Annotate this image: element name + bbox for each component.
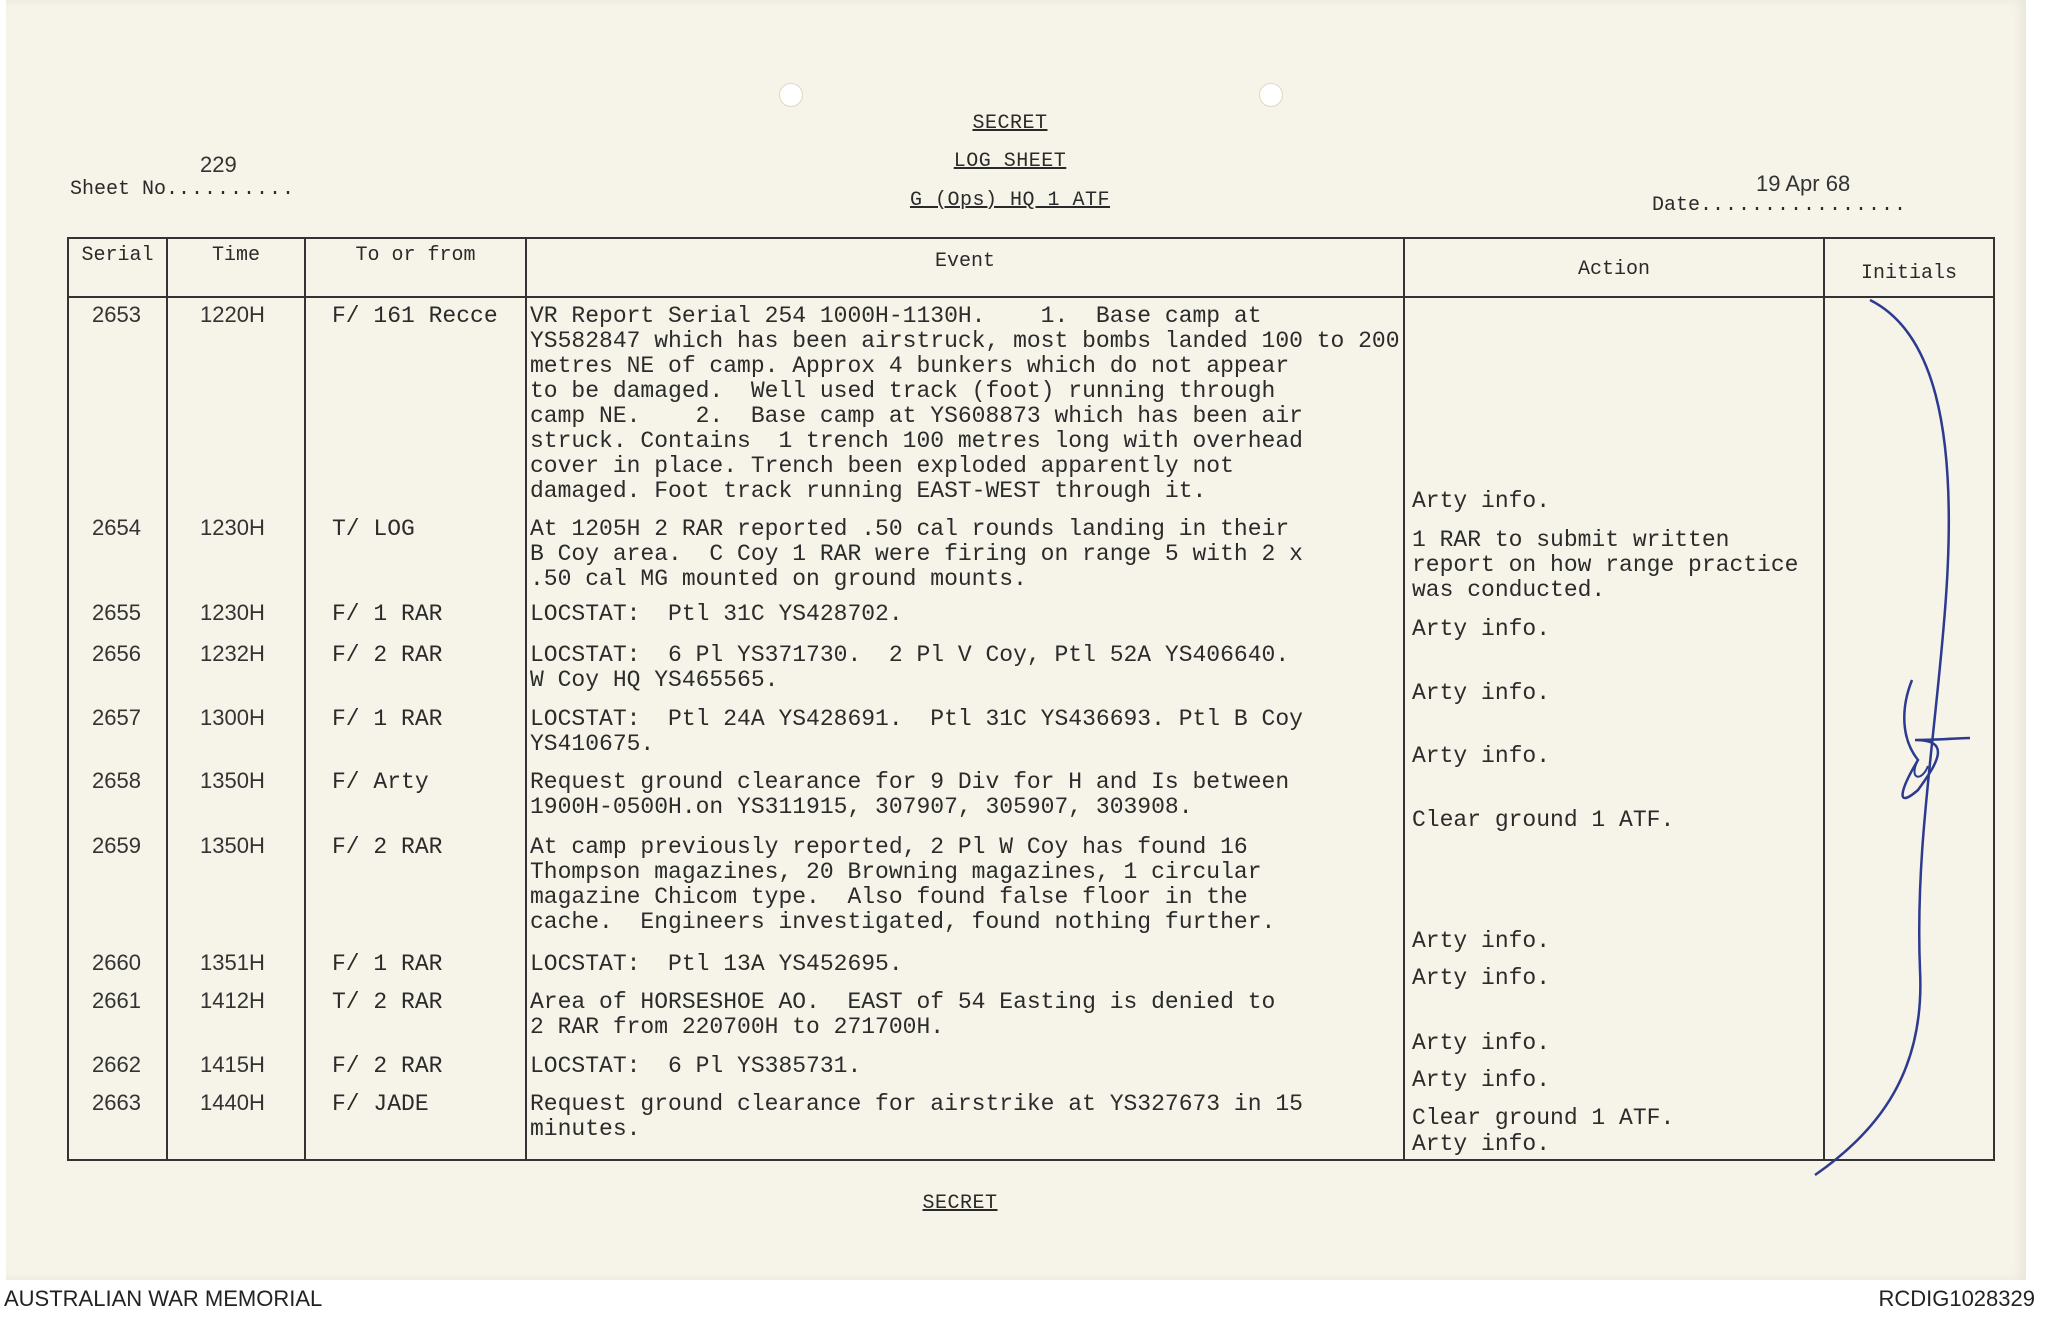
- action-line: Arty info.: [1412, 1030, 1551, 1056]
- event-line: At camp previously reported, 2 Pl W Coy has found 16: [530, 834, 1248, 860]
- punch-hole: [779, 83, 803, 107]
- action-line: Arty info.: [1412, 680, 1551, 706]
- to-from-cell: F/ JADE: [332, 1091, 429, 1117]
- action-line: Arty info.: [1412, 1131, 1551, 1157]
- event-line: cache. Engineers investigated, found nothing further.: [530, 909, 1276, 935]
- action-line: report on how range practice: [1412, 552, 1799, 578]
- serial-cell: 2663: [92, 1090, 141, 1115]
- event-line: minutes.: [530, 1116, 641, 1142]
- action-line: was conducted.: [1412, 577, 1606, 603]
- initials-bracket-signature: [1800, 290, 2000, 1190]
- serial-cell: 2661: [92, 988, 141, 1013]
- to-from-cell: F/ 1 RAR: [332, 601, 443, 627]
- event-line: W Coy HQ YS465565.: [530, 667, 779, 693]
- time-cell: 1300H: [200, 705, 265, 730]
- serial-cell: 2654: [92, 515, 141, 540]
- col-header-serial: Serial: [81, 244, 154, 267]
- event-line: 2 RAR from 220700H to 271700H.: [530, 1014, 945, 1040]
- action-line: Arty info.: [1412, 488, 1551, 514]
- to-from-cell: F/ 1 RAR: [332, 706, 443, 732]
- sheet-number-value: 229: [200, 152, 237, 177]
- event-line: camp NE. 2. Base camp at YS608873 which has been air: [530, 403, 1303, 429]
- event-line: .50 cal MG mounted on ground mounts.: [530, 566, 1027, 592]
- punch-hole: [1259, 83, 1283, 107]
- archive-footer: [0, 1280, 2047, 1318]
- to-from-cell: T/ LOG: [332, 516, 415, 542]
- serial-cell: 2655: [92, 600, 141, 625]
- col-header-event: Event: [934, 250, 995, 273]
- col-header-to-from: To or from: [355, 244, 476, 267]
- event-line: metres NE of camp. Approx 4 bunkers which do not appear: [530, 353, 1290, 379]
- sheet-number-label: Sheet No..........: [70, 178, 296, 201]
- action-line: Arty info.: [1412, 1067, 1551, 1093]
- form-title: LOG SHEET: [953, 150, 1067, 173]
- to-from-cell: F/ 2 RAR: [332, 642, 443, 668]
- archive-institution: AUSTRALIAN WAR MEMORIAL: [4, 1286, 323, 1311]
- time-cell: 1230H: [200, 515, 265, 540]
- event-line: cover in place. Trench been exploded apparently not: [530, 453, 1234, 479]
- to-from-cell: F/ Arty: [332, 769, 429, 795]
- action-line: 1 RAR to submit written: [1412, 527, 1730, 553]
- serial-cell: 2657: [92, 705, 141, 730]
- classification-top: SECRET: [972, 112, 1048, 135]
- event-line: LOCSTAT: Ptl 13A YS452695.: [530, 951, 903, 977]
- event-line: Area of HORSESHOE AO. EAST of 54 Easting is denied to: [530, 989, 1276, 1015]
- time-cell: 1232H: [200, 641, 265, 666]
- serial-cell: 2660: [92, 950, 141, 975]
- col-header-time: Time: [211, 244, 260, 267]
- time-cell: 1220H: [200, 302, 265, 327]
- event-line: YS410675.: [530, 731, 655, 757]
- event-line: struck. Contains 1 trench 100 metres long with overhead: [530, 428, 1303, 454]
- time-cell: 1351H: [200, 950, 265, 975]
- event-line: Thompson magazines, 20 Browning magazines, 1 circular: [530, 859, 1262, 885]
- serial-cell: 2662: [92, 1052, 141, 1077]
- serial-cell: 2653: [92, 302, 141, 327]
- action-line: Clear ground 1 ATF.: [1412, 1105, 1675, 1131]
- unit-title: G (Ops) HQ 1 ATF: [909, 189, 1111, 212]
- event-line: VR Report Serial 254 1000H-1130H. 1. Base camp at: [530, 303, 1262, 329]
- event-line: YS582847 which has been airstruck, most bombs landed 100 to 200: [530, 328, 1400, 354]
- col-header-action: Action: [1577, 258, 1650, 281]
- date-label: Date................: [1652, 194, 1908, 217]
- time-cell: 1230H: [200, 600, 265, 625]
- serial-cell: 2658: [92, 768, 141, 793]
- event-line: At 1205H 2 RAR reported .50 cal rounds landing in their: [530, 516, 1290, 542]
- event-line: to be damaged. Well used track (foot) running through: [530, 378, 1276, 404]
- to-from-cell: T/ 2 RAR: [332, 989, 443, 1015]
- action-line: Arty info.: [1412, 965, 1551, 991]
- action-line: Arty info.: [1412, 616, 1551, 642]
- classification-bottom: SECRET: [922, 1192, 998, 1215]
- archive-reference: RCDIG1028329: [1878, 1286, 2035, 1311]
- event-line: magazine Chicom type. Also found false floor in the: [530, 884, 1248, 910]
- action-line: Arty info.: [1412, 928, 1551, 954]
- time-cell: 1350H: [200, 833, 265, 858]
- to-from-cell: F/ 2 RAR: [332, 1053, 443, 1079]
- event-line: LOCSTAT: Ptl 24A YS428691. Ptl 31C YS436693. Ptl B Coy: [530, 706, 1303, 732]
- time-cell: 1412H: [200, 988, 265, 1013]
- to-from-cell: F/ 1 RAR: [332, 951, 443, 977]
- time-cell: 1440H: [200, 1090, 265, 1115]
- event-line: damaged. Foot track running EAST-WEST through it.: [530, 478, 1207, 504]
- event-line: B Coy area. C Coy 1 RAR were firing on range 5 with 2 x: [530, 541, 1303, 567]
- col-header-initials: Initials: [1860, 262, 1957, 285]
- action-line: Clear ground 1 ATF.: [1412, 807, 1675, 833]
- serial-cell: 2656: [92, 641, 141, 666]
- time-cell: 1350H: [200, 768, 265, 793]
- event-line: Request ground clearance for airstrike at YS327673 in 15: [530, 1091, 1303, 1117]
- action-line: Arty info.: [1412, 743, 1551, 769]
- event-line: LOCSTAT: Ptl 31C YS428702.: [530, 601, 903, 627]
- date-value: 19 Apr 68: [1756, 171, 1851, 196]
- event-line: LOCSTAT: 6 Pl YS371730. 2 Pl V Coy, Ptl 52A YS406640.: [530, 642, 1290, 668]
- to-from-cell: F/ 161 Recce: [332, 303, 498, 329]
- event-line: 1900H-0500H.on YS311915, 307907, 305907, 303908.: [530, 794, 1193, 820]
- event-line: LOCSTAT: 6 Pl YS385731.: [530, 1053, 862, 1079]
- serial-cell: 2659: [92, 833, 141, 858]
- time-cell: 1415H: [200, 1052, 265, 1077]
- to-from-cell: F/ 2 RAR: [332, 834, 443, 860]
- event-line: Request ground clearance for 9 Div for H and Is between: [530, 769, 1290, 795]
